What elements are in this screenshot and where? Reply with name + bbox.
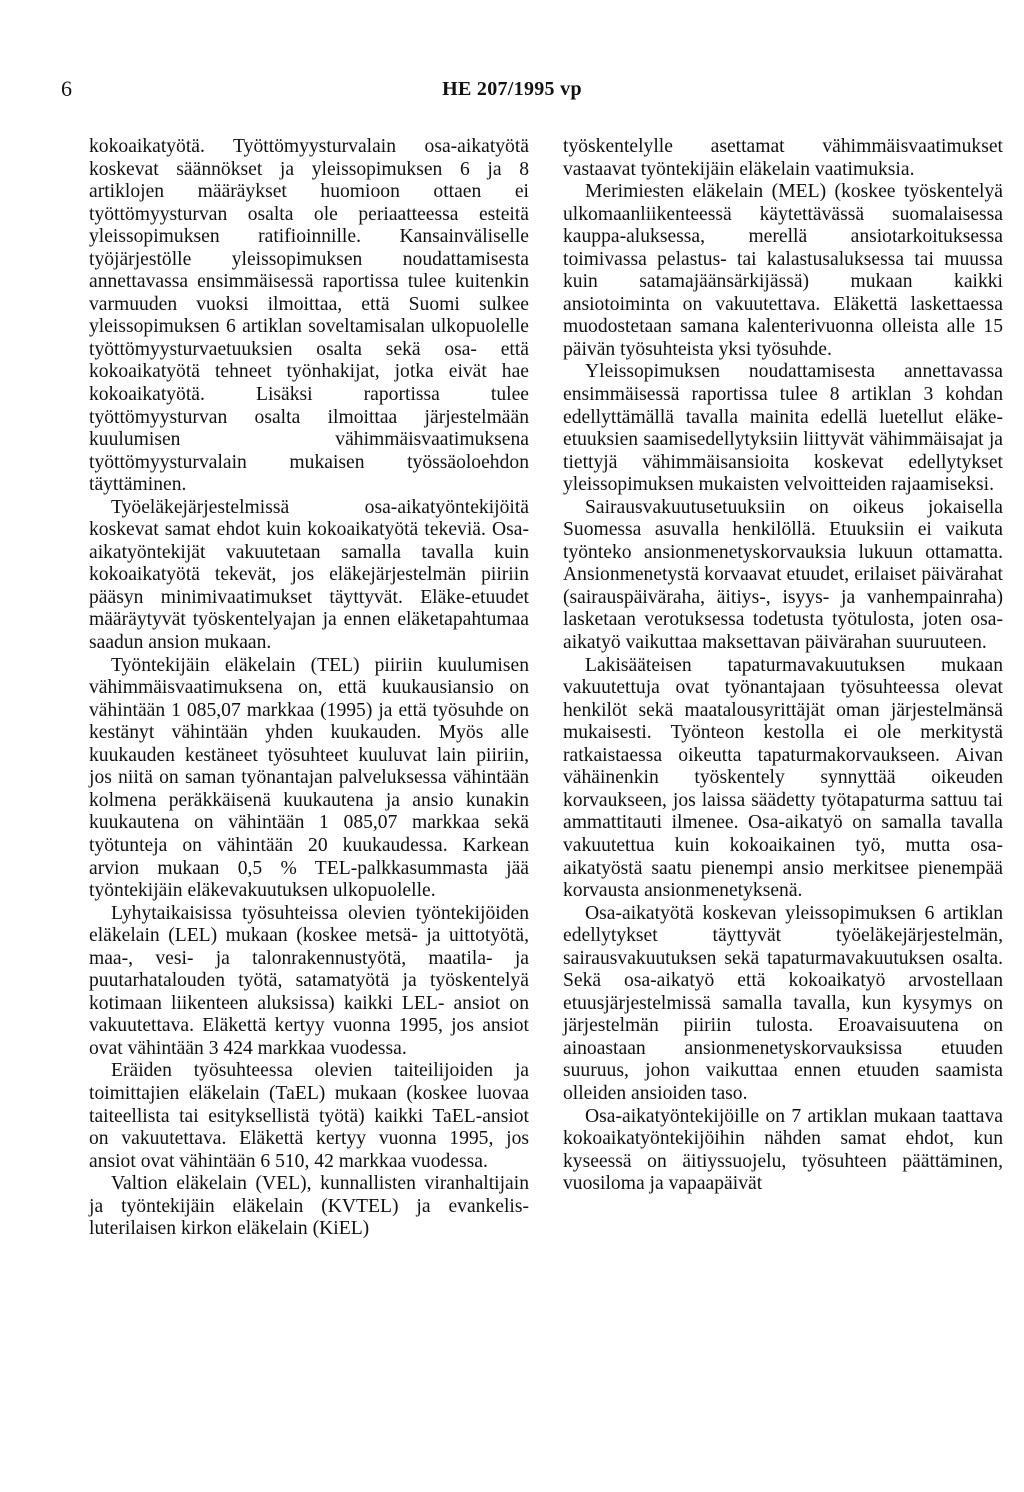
paragraph-left-5: Eräiden työsuhteessa olevien taiteilijoiden ja toimittajien eläkelain (TaEL) mukaan (koskee luovaa taiteellista tai esityksellistä työtä) kaikki TaEL-ansiot on vakuutettava. Eläkettä kertyy vuonna 1995, jos ansiot ovat vähintään 6 510, 42 markkaa vuodessa. bbox=[89, 1060, 529, 1172]
paragraph-right-5: Lakisääteisen tapaturmavakuutuksen mukaan vakuutettuja ovat työnantajaan työsuhteessa olevat henkilöt sekä maatalousyrittäjät oman järjestelmänsä mukaisesti. Työnteon kestolla ei ole merkitystä ratkaistaessa oikeutta tapaturmakorvaukseen. Aivan vähäinenkin työskentely synnyttää oikeuden korvaukseen, jos laissa säädetty työtapaturma sattuu tai ammattitauti ilmenee. Osa-aikatyö on samalla tavalla vakuutettua kuin kokoaikainen työ, mutta osa-aikatyöstä saatu pienempi ansio merkitsee pienempää korvausta ansionmenetyksenä. bbox=[563, 654, 1003, 902]
paragraph-right-6: Osa-aikatyötä koskevan yleissopimuksen 6 artiklan edellytykset täyttyvät työeläkejärjestelmän, sairausvakuutuksen sekä tapaturmavakuutuksen osalta. Sekä osa-aikatyö että kokoaikatyö arvostellaan etuusjärjestelmissä samalla tavalla, kun kysymys on järjestelmän piiriin tulosta. Eroavaisuutena on ainoastaan ansionmenetyskorvauksissa etuuden suuruus, johon vaikuttaa ennen etuuden saamista olleiden ansioiden taso. bbox=[563, 902, 1003, 1104]
paragraph-left-2: Työeläkejärjestelmissä osa-aikatyöntekijöitä koskevat samat ehdot kuin kokoaikatyötä tekeviä. Osa-aikatyöntekijät vakuutetaan samalla tavalla kuin kokoaikatyötä tekevät, jos eläkejärjestelmän piiriin pääsyn minimivaatimukset täyttyvät. Eläke-etuudet määräytyvät työskentelyajan ja ennen eläketapahtumaa saadun ansion mukaan. bbox=[89, 496, 529, 654]
left-column bbox=[89, 136, 529, 1241]
paragraph-left-3: Työntekijäin eläkelain (TEL) piiriin kuulumisen vähimmäisvaatimuksena on, että kuukausiansio on vähintään 1 085,07 markkaa (1995) ja että työsuhde on kestänyt vähintään yhden kuukauden. Myös alle kuukauden kestäneet työsuhteet kuuluvat lain piiriin, jos niitä on saman työnantajan palveluksessa vähintään kolmena peräkkäisenä kuukautena ja ansio kunakin kuukautena on vähintään 1 085,07 markkaa sekä työtunteja on vähintään 20 kuukaudessa. Karkean arvion mukaan 0,5 % TEL-palkkasummasta jää työntekijäin eläkevakuutuksen ulkopuolelle. bbox=[89, 654, 529, 902]
document-reference: HE 207/1995 vp bbox=[442, 78, 582, 100]
paragraph-right-4: Sairausvakuutusetuuksiin on oikeus jokaisella Suomessa asuvalla henkilöllä. Etuuksiin ei vaikuta työnteko ansionmenetyskorvauksia lukuun ottamatta. Ansionmenetystä korvaavat etuudet, erilaiset päivärahat (sairauspäiväraha, äitiys-, isyys- ja vanhempainraha) lasketaan verotuksessa todetusta työtulosta, joten osa-aikatyö vaikuttaa maksettavan päivärahan suuruuteen. bbox=[563, 496, 1003, 654]
paragraph-right-1: työskentelylle asettamat vähimmäisvaatimukset vastaavat työntekijäin eläkelain vaatimuksia. bbox=[563, 136, 1003, 180]
paragraph-left-6: Valtion eläkelain (VEL), kunnallisten viranhaltijain ja työntekijäin eläkelain (KVTEL) ja evankelis-luterilaisen kirkon eläkelain (KiEL) bbox=[89, 1173, 529, 1240]
paragraph-right-3: Yleissopimuksen noudattamisesta annettavassa ensimmäisessä raportissa tulee 8 artiklan 3 kohdan edellyttämällä tavalla mainita edellä luetellut eläke-etuuksien saamisedellytyksiin liittyvät vähimmäisajat ja tiettyjä vähimmäisansioita koskevat edellytykset yleissopimuksen mukaisten velvoitteiden rajaamiseksi. bbox=[563, 361, 1003, 496]
page-number: 6 bbox=[61, 76, 72, 101]
paragraph-right-2: Merimiesten eläkelain (MEL) (koskee työskentelyä ulkomaanliikenteessä käytettävässä suomalaisessa kauppa-aluksessa, merellä ansiotarkoituksessa toimivassa pelastus- tai kalastusaluksessa tai muussa kuin satamajäänsärkijässä) mukaan kaikki ansiotoiminta on vakuutettava. Eläkettä laskettaessa muodostetaan samana kalenterivuonna olleista alle 15 päivän työsuhteista yksi työsuhde. bbox=[563, 181, 1003, 360]
paragraph-left-4: Lyhytaikaisissa työsuhteissa olevien työntekijöiden eläkelain (LEL) mukaan (koskee metsä- ja uittotyötä, maa-, vesi- ja talonrakennustyötä, maatila- ja puutarhatalouden työtä, satamatyötä ja työskentelyä kotimaan liikenteen aluksissa) kaikki LEL- ansiot on vakuutettava. Eläkettä kertyy vuonna 1995, jos ansiot ovat vähintään 3 424 markkaa vuodessa. bbox=[89, 902, 529, 1059]
right-column bbox=[563, 136, 1003, 1196]
paragraph-left-1: kokoaikatyötä. Työttömyysturvalain osa-aikatyötä koskevat säännökset ja yleissopimuksen 6 ja 8 artiklojen määräykset huomioon ottaen ei työttömyysturvan osalta ole periaatteessa esteitä yleissopimuksen ratifioinnille. Kansainväliselle työjärjestölle yleissopimuksen noudattamisesta annettavassa ensimmäisessä raportissa tulee kuitenkin varmuuden vuoksi ilmoittaa, että Suomi sulkee yleissopimuksen 6 artiklan soveltamisalan ulkopuolelle työttömyysturvaetuuksien osalta sekä osa- että kokoaikatyötä tehneet työnhakijat, jotka eivät hae kokoaikatyötä. Lisäksi raportissa tulee työttömyysturvan osalta ilmoittaa järjestelmään kuulumisen vähimmäisvaatimuksena työttömyysturvalain mukaisen työssäoloehdon täyttäminen. bbox=[89, 136, 529, 496]
paragraph-right-7: Osa-aikatyöntekijöille on 7 artiklan mukaan taattava kokoaikatyöntekijöihin nähden samat ehdot, kun kyseessä on äitiyssuojelu, työsuhteen päättäminen, vuosiloma ja vapaapäivät bbox=[563, 1105, 1003, 1195]
